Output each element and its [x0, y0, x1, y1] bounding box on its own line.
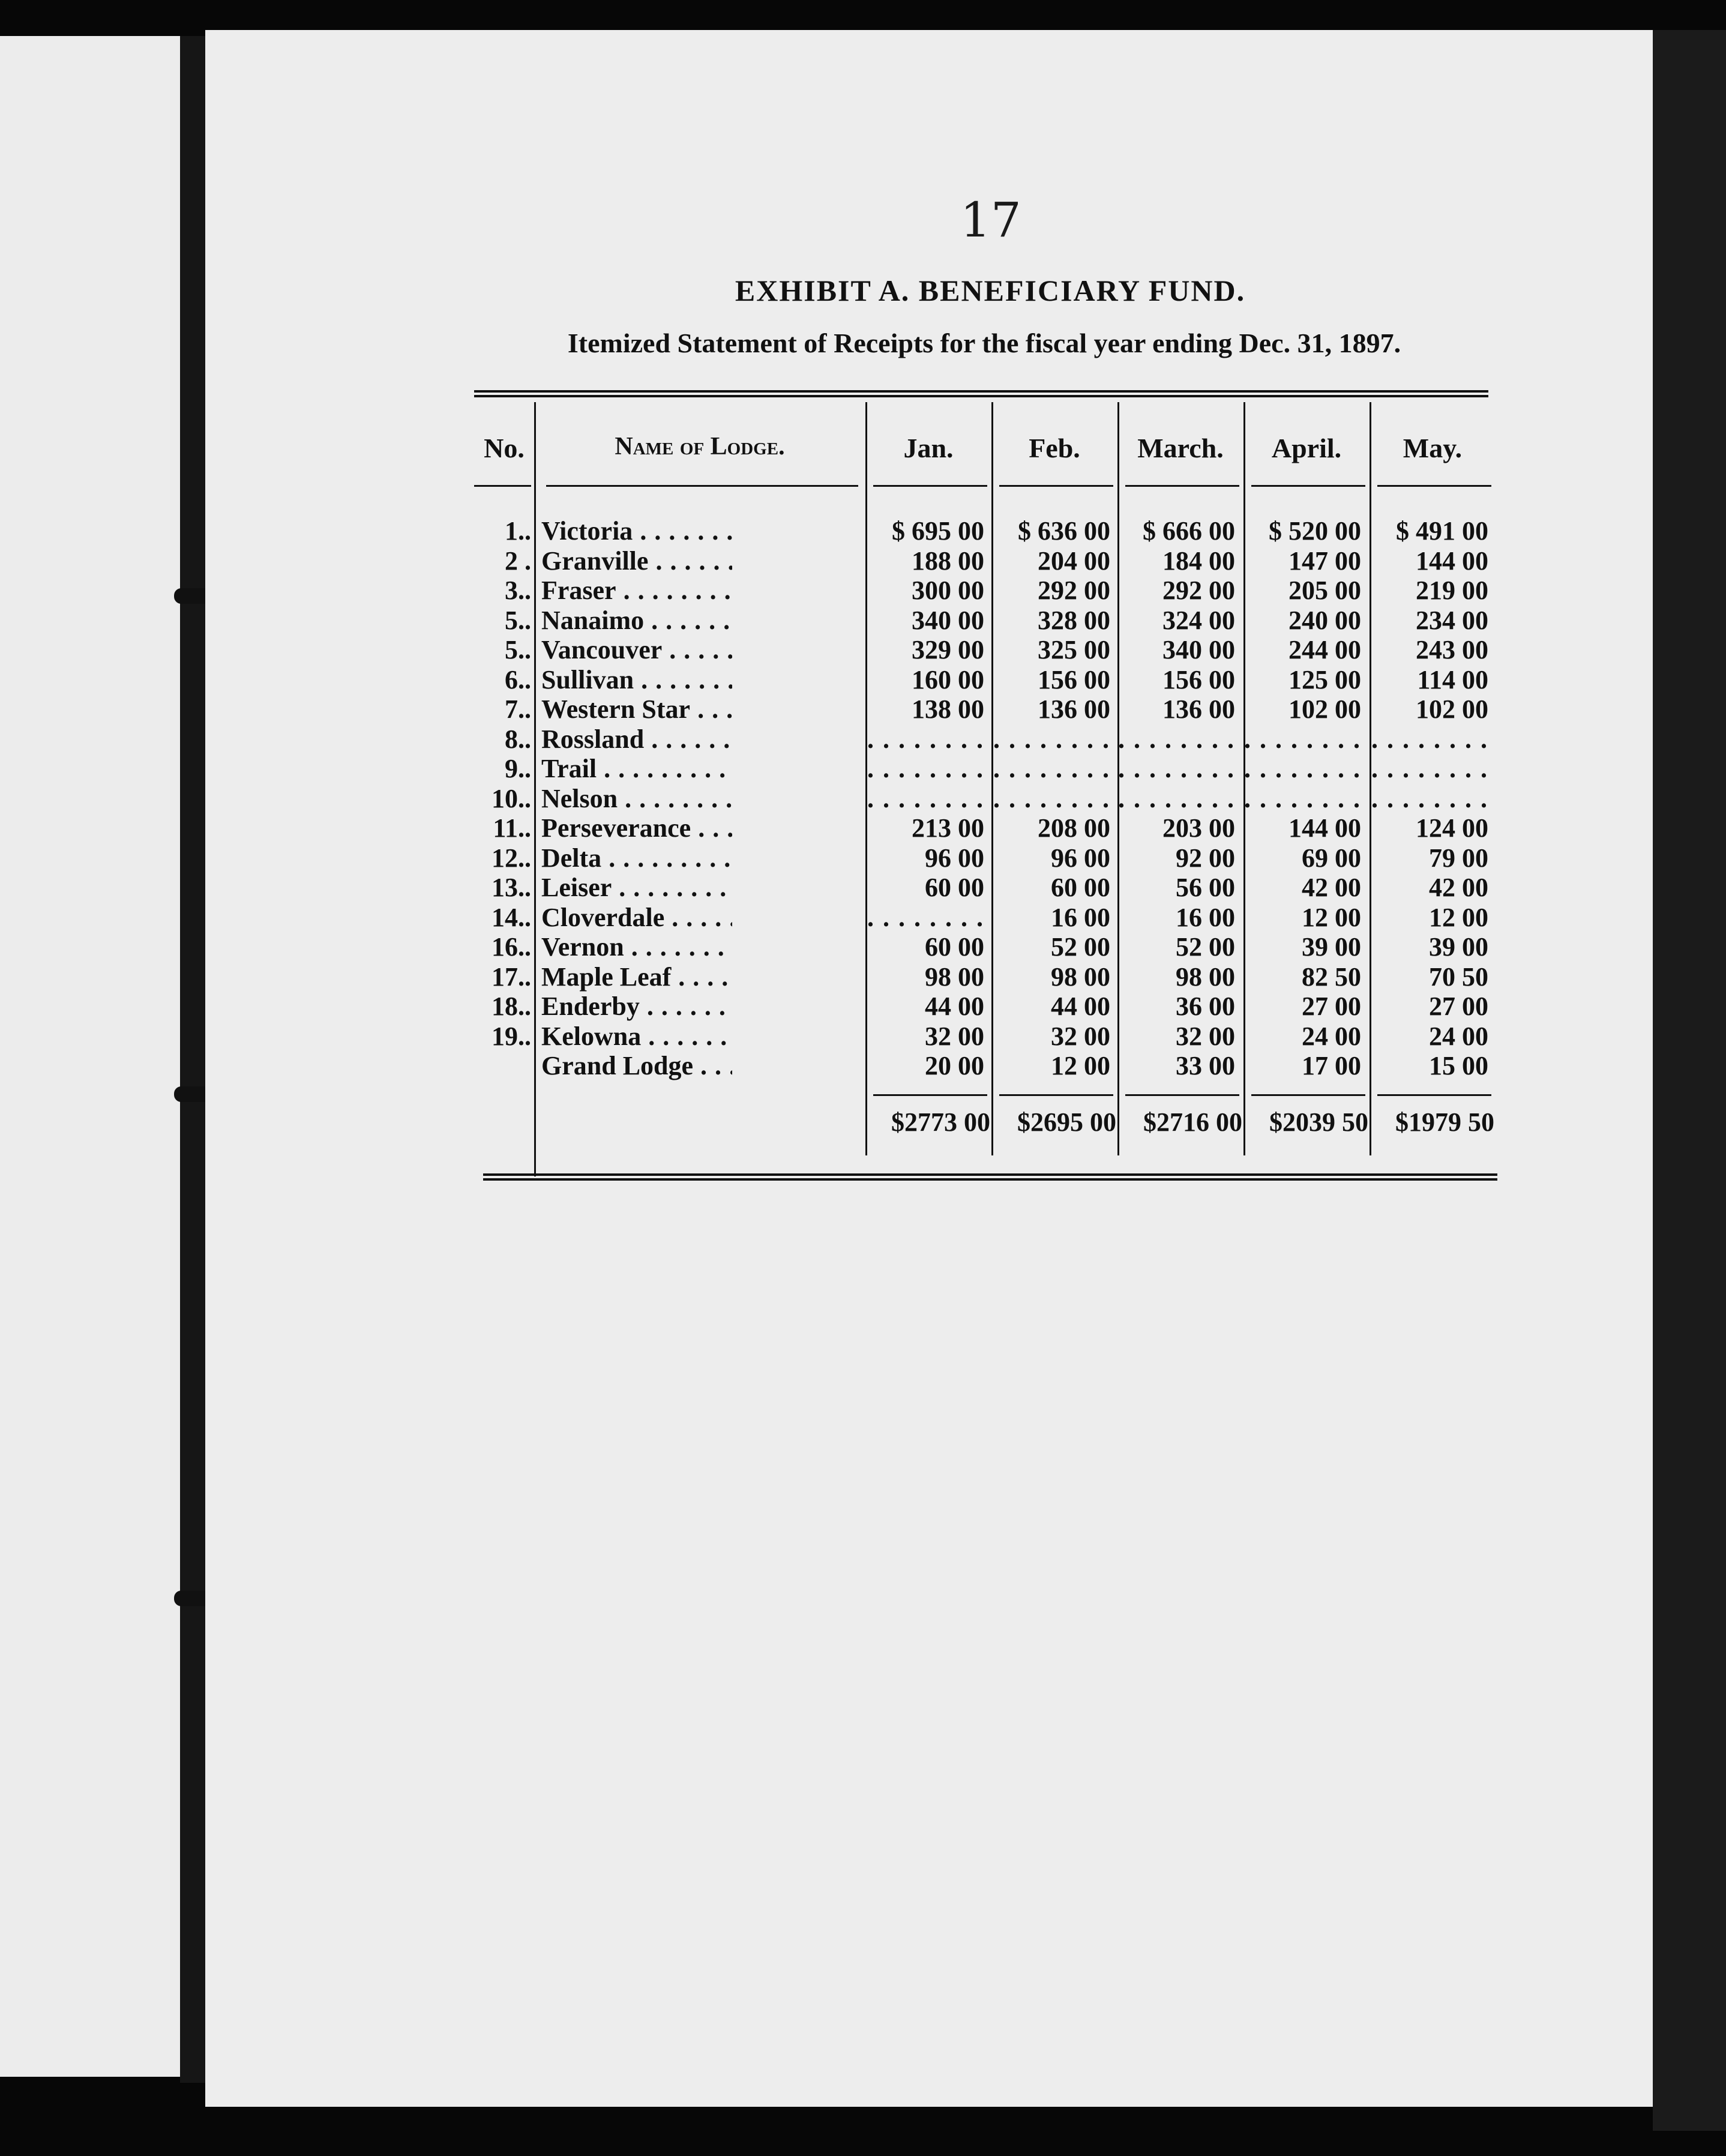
april-value: 102 00 [1288, 694, 1361, 724]
table-bottom-rule [483, 1173, 1497, 1181]
jan-value: 300 00 [912, 576, 984, 605]
table-row [474, 546, 1494, 576]
binding-edge [1653, 30, 1726, 2131]
lodge-number: 14.. [492, 902, 531, 932]
feb-value: 204 00 [1038, 546, 1110, 576]
lodge-name: Delta . . . [541, 843, 732, 873]
lodge-number: 13.. [492, 873, 531, 902]
jan-value: 44 00 [925, 992, 984, 1021]
april-value: 244 00 [1288, 635, 1361, 664]
april-value: 147 00 [1288, 546, 1361, 576]
table-row [474, 962, 1494, 992]
april-value: 12 00 [1302, 902, 1361, 932]
lodge-name: Vancouver . . . [541, 635, 732, 665]
feb-value: 60 00 [1051, 873, 1110, 902]
april-value: 82 50 [1302, 962, 1361, 992]
march-value: 16 00 [1176, 902, 1235, 932]
lodge-number: 8.. [505, 724, 531, 754]
lodge-number: 12.. [492, 843, 531, 873]
march-value: 324 00 [1162, 605, 1235, 635]
table-top-rule [474, 390, 1488, 397]
may-value: 243 00 [1416, 635, 1488, 664]
table-row [474, 813, 1494, 843]
table-body [474, 516, 1494, 1081]
lodge-name: Rossland . . . [541, 724, 732, 754]
facing-page-edge [0, 36, 180, 2077]
april-blank [1241, 724, 1361, 754]
lodge-name: Nelson . . . [541, 784, 732, 814]
may-value: 114 00 [1417, 664, 1488, 694]
receipts-table [474, 402, 1494, 1176]
statement-subtitle: Itemized Statement of Receipts for the fiscal year ending Dec. 31, 1897. [567, 328, 1401, 358]
march-value: 292 00 [1162, 576, 1235, 605]
april-value: 205 00 [1288, 576, 1361, 605]
feb-value: 44 00 [1051, 992, 1110, 1021]
march-value: 92 00 [1176, 843, 1235, 873]
feb-value: $ 636 00 [1018, 516, 1110, 546]
feb-value: 328 00 [1038, 605, 1110, 635]
march-value: 203 00 [1162, 813, 1235, 843]
lodge-number: 10.. [492, 783, 531, 813]
header-no: No. [484, 433, 525, 463]
lodge-number: 11.. [493, 813, 531, 843]
jan-value: 160 00 [912, 664, 984, 694]
table-row [474, 784, 1494, 814]
feb-value: 325 00 [1038, 635, 1110, 664]
feb-value: 156 00 [1038, 664, 1110, 694]
table-row [474, 576, 1494, 606]
table-row [474, 665, 1494, 695]
lodge-number: 3.. [505, 576, 531, 605]
jan-blank [864, 724, 984, 754]
jan-value: 138 00 [912, 694, 984, 724]
table-row [474, 992, 1494, 1022]
lodge-name: Grand Lodge . . . [541, 1051, 732, 1081]
march-blank [1115, 724, 1235, 754]
exhibit-title: EXHIBIT A. BENEFICIARY FUND. [735, 274, 1246, 307]
jan-value: $ 695 00 [892, 516, 984, 546]
feb-value: 208 00 [1038, 813, 1110, 843]
table-row [474, 516, 1494, 546]
lodge-name: Victoria . . . [541, 516, 732, 546]
may-value: 144 00 [1416, 546, 1488, 576]
april-value: 24 00 [1302, 1021, 1361, 1051]
may-value: 42 00 [1429, 873, 1488, 902]
march-value: 184 00 [1162, 546, 1235, 576]
may-blank [1368, 784, 1488, 814]
feb-value: 12 00 [1051, 1051, 1110, 1080]
may-value: 24 00 [1429, 1021, 1488, 1051]
lodge-name: Nanaimo . . . [541, 606, 732, 636]
march-value: 36 00 [1176, 992, 1235, 1021]
header-april: April. [1271, 433, 1342, 463]
table-row [474, 606, 1494, 636]
march-value: 33 00 [1176, 1051, 1235, 1080]
april-value: 240 00 [1288, 605, 1361, 635]
table-row [474, 1051, 1494, 1081]
march-value: 340 00 [1162, 635, 1235, 664]
table-row [474, 635, 1494, 665]
feb-blank [990, 784, 1110, 814]
table-row [474, 1022, 1494, 1052]
march-value: 156 00 [1162, 664, 1235, 694]
lodge-name: Western Star . . . [541, 694, 732, 724]
may-blank [1368, 724, 1488, 754]
march-total: $2716 00 [1143, 1107, 1242, 1137]
april-blank [1241, 754, 1361, 784]
jan-blank [864, 903, 984, 933]
may-total: $1979 50 [1395, 1107, 1494, 1137]
lodge-number: 2 . [505, 546, 531, 576]
totals-row [474, 1104, 1494, 1140]
april-value: 69 00 [1302, 843, 1361, 873]
lodge-name: Trail . . . [541, 754, 732, 784]
march-blank [1115, 784, 1235, 814]
jan-total: $2773 00 [891, 1107, 990, 1137]
lodge-name: Enderby . . . [541, 992, 732, 1022]
lodge-name: Granville . . . [541, 546, 732, 576]
may-value: 102 00 [1416, 694, 1488, 724]
april-value: 39 00 [1302, 932, 1361, 962]
march-value: 32 00 [1176, 1021, 1235, 1051]
march-value: $ 666 00 [1143, 516, 1235, 546]
lodge-name: Vernon . . . [541, 932, 732, 962]
header-feb: Feb. [1029, 433, 1080, 463]
lodge-number: 7.. [505, 694, 531, 724]
jan-value: 60 00 [925, 932, 984, 962]
feb-value: 32 00 [1051, 1021, 1110, 1051]
lodge-name: Kelowna . . . [541, 1022, 732, 1052]
april-blank [1241, 784, 1361, 814]
jan-value: 60 00 [925, 873, 984, 902]
table-row [474, 873, 1494, 903]
header-may: May. [1403, 433, 1463, 463]
jan-value: 188 00 [912, 546, 984, 576]
table-row [474, 932, 1494, 962]
lodge-number: 6.. [505, 664, 531, 694]
may-value: $ 491 00 [1396, 516, 1488, 546]
jan-value: 213 00 [912, 813, 984, 843]
table-row [474, 694, 1494, 724]
may-value: 234 00 [1416, 605, 1488, 635]
jan-value: 329 00 [912, 635, 984, 664]
lodge-number: 5.. [505, 605, 531, 635]
header-march: March. [1137, 433, 1224, 463]
lodge-name: Cloverdale . . . [541, 903, 732, 933]
may-value: 219 00 [1416, 576, 1488, 605]
lodge-number: 5.. [505, 635, 531, 664]
feb-value: 96 00 [1051, 843, 1110, 873]
lodge-name: Fraser . . . [541, 576, 732, 606]
may-value: 27 00 [1429, 992, 1488, 1021]
lodge-number: 19.. [492, 1021, 531, 1051]
lodge-name: Perseverance . . . [541, 813, 732, 843]
may-blank [1368, 754, 1488, 784]
feb-value: 98 00 [1051, 962, 1110, 992]
may-value: 12 00 [1429, 902, 1488, 932]
jan-value: 32 00 [925, 1021, 984, 1051]
april-total: $2039 50 [1269, 1107, 1368, 1137]
jan-blank [864, 784, 984, 814]
header-jan: Jan. [903, 433, 954, 463]
table-row [474, 843, 1494, 873]
april-value: 42 00 [1302, 873, 1361, 902]
feb-value: 136 00 [1038, 694, 1110, 724]
lodge-number: 17.. [492, 962, 531, 992]
feb-value: 52 00 [1051, 932, 1110, 962]
lodge-number: 1.. [505, 516, 531, 546]
book-spine [180, 36, 205, 2083]
table-row [474, 724, 1494, 754]
march-value: 136 00 [1162, 694, 1235, 724]
lodge-name: Sullivan . . . [541, 665, 732, 695]
jan-blank [864, 754, 984, 784]
feb-total: $2695 00 [1017, 1107, 1116, 1137]
jan-value: 340 00 [912, 605, 984, 635]
page-number: 17 [960, 192, 1021, 248]
feb-value: 292 00 [1038, 576, 1110, 605]
may-value: 15 00 [1429, 1051, 1488, 1080]
march-blank [1115, 754, 1235, 784]
may-value: 124 00 [1416, 813, 1488, 843]
header-lodge: Name of Lodge. [615, 433, 785, 460]
may-value: 79 00 [1429, 843, 1488, 873]
april-value: 144 00 [1288, 813, 1361, 843]
feb-value: 16 00 [1051, 902, 1110, 932]
march-value: 52 00 [1176, 932, 1235, 962]
lodge-name: Leiser . . . [541, 873, 732, 903]
april-value: 125 00 [1288, 664, 1361, 694]
lodge-number: 9.. [505, 754, 531, 783]
march-value: 98 00 [1176, 962, 1235, 992]
jan-value: 96 00 [925, 843, 984, 873]
lodge-name: Maple Leaf . . . [541, 962, 732, 992]
feb-blank [990, 724, 1110, 754]
table-row [474, 754, 1494, 784]
lodge-number: 16.. [492, 932, 531, 962]
may-value: 70 50 [1429, 962, 1488, 992]
jan-value: 20 00 [925, 1051, 984, 1080]
march-value: 56 00 [1176, 873, 1235, 902]
april-value: 17 00 [1302, 1051, 1361, 1080]
april-value: $ 520 00 [1269, 516, 1361, 546]
lodge-number: 18.. [492, 992, 531, 1021]
april-value: 27 00 [1302, 992, 1361, 1021]
table-row [474, 903, 1494, 933]
feb-blank [990, 754, 1110, 784]
jan-value: 98 00 [925, 962, 984, 992]
may-value: 39 00 [1429, 932, 1488, 962]
